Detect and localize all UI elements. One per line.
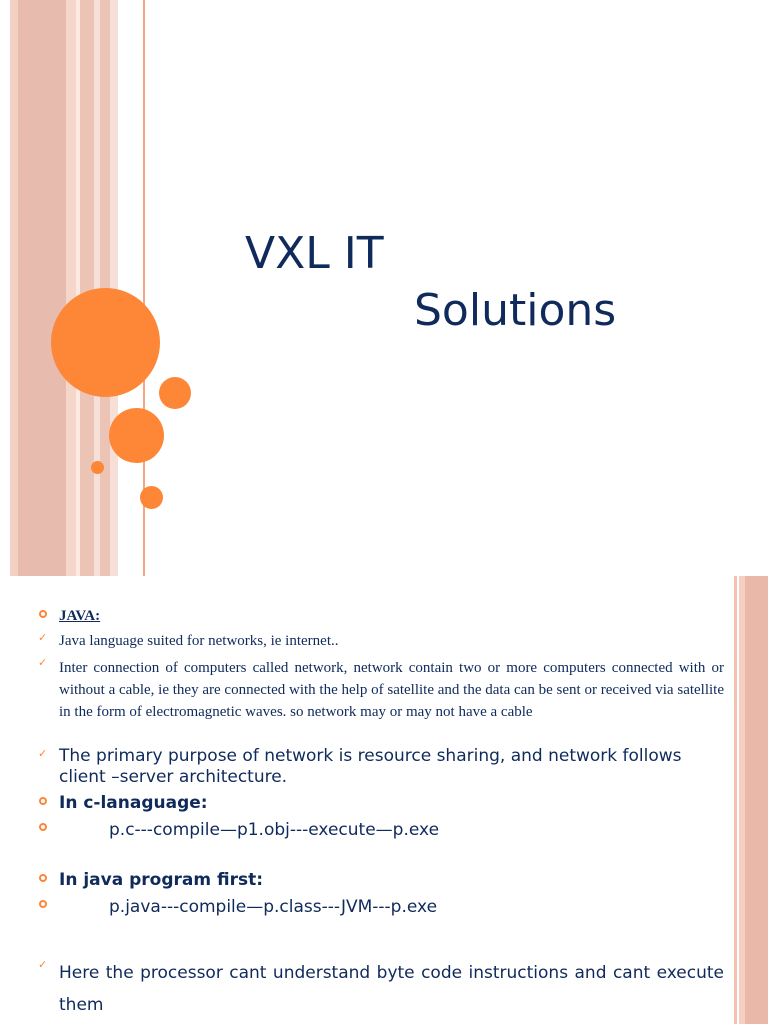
list-item	[36, 657, 724, 745]
list-item-text: Inter connection of computers called network, network contain two or more computers connected with or without a cable, ie they are connected with the help of satellite and the data can be sent or received via satellite in the form of electromagnetic waves. so network may or may not have a cable	[59, 660, 724, 720]
list-item	[36, 897, 724, 921]
list-item-text: The primary purpose of network is resource sharing, and network follows client –server architecture.	[59, 746, 682, 787]
circle-icon	[39, 610, 47, 618]
decor-circle-tiny	[91, 461, 104, 474]
code-flow-text: p.java---compile—p.class---JVM---p.exe	[109, 897, 438, 917]
list-item	[36, 608, 724, 628]
decor-stripe	[734, 576, 737, 1024]
decor-circle-medium	[109, 408, 164, 463]
section-heading: JAVA:	[59, 608, 101, 624]
code-flow-text: p.c---compile—p1.obj---execute—p.exe	[109, 820, 440, 840]
check-icon: ✓	[38, 958, 48, 971]
list-item	[36, 746, 724, 792]
circle-icon	[39, 900, 47, 908]
list-item	[36, 957, 724, 1023]
circle-icon	[39, 823, 47, 831]
check-icon: ✓	[38, 747, 48, 760]
slide-title-line2: Solutions	[414, 285, 617, 336]
list-item	[36, 793, 724, 817]
section-heading: In c-lanaguage:	[59, 793, 208, 813]
list-item-text: Java language suited for networks, ie internet..	[59, 633, 339, 649]
list-item	[36, 632, 724, 652]
list-item	[36, 870, 724, 894]
section-heading: In java program first:	[59, 870, 264, 890]
decor-stripe	[745, 576, 768, 1024]
decor-circle-small	[159, 377, 191, 409]
decor-stripe	[66, 0, 76, 576]
decor-stripe	[80, 0, 94, 576]
decor-circle-small	[140, 486, 163, 509]
slide-title-line1: VXL IT	[245, 228, 384, 279]
decor-stripe	[10, 0, 18, 576]
check-icon: ✓	[38, 656, 48, 669]
content-slide	[0, 576, 768, 1024]
list-item	[36, 820, 724, 844]
check-icon: ✓	[38, 631, 48, 644]
circle-icon	[39, 797, 47, 805]
decor-circle-large	[51, 288, 160, 397]
decor-stripe	[18, 0, 66, 576]
circle-icon	[39, 874, 47, 882]
list-item-text: Here the processor cant understand byte code instructions and cant execute them	[59, 963, 724, 1015]
